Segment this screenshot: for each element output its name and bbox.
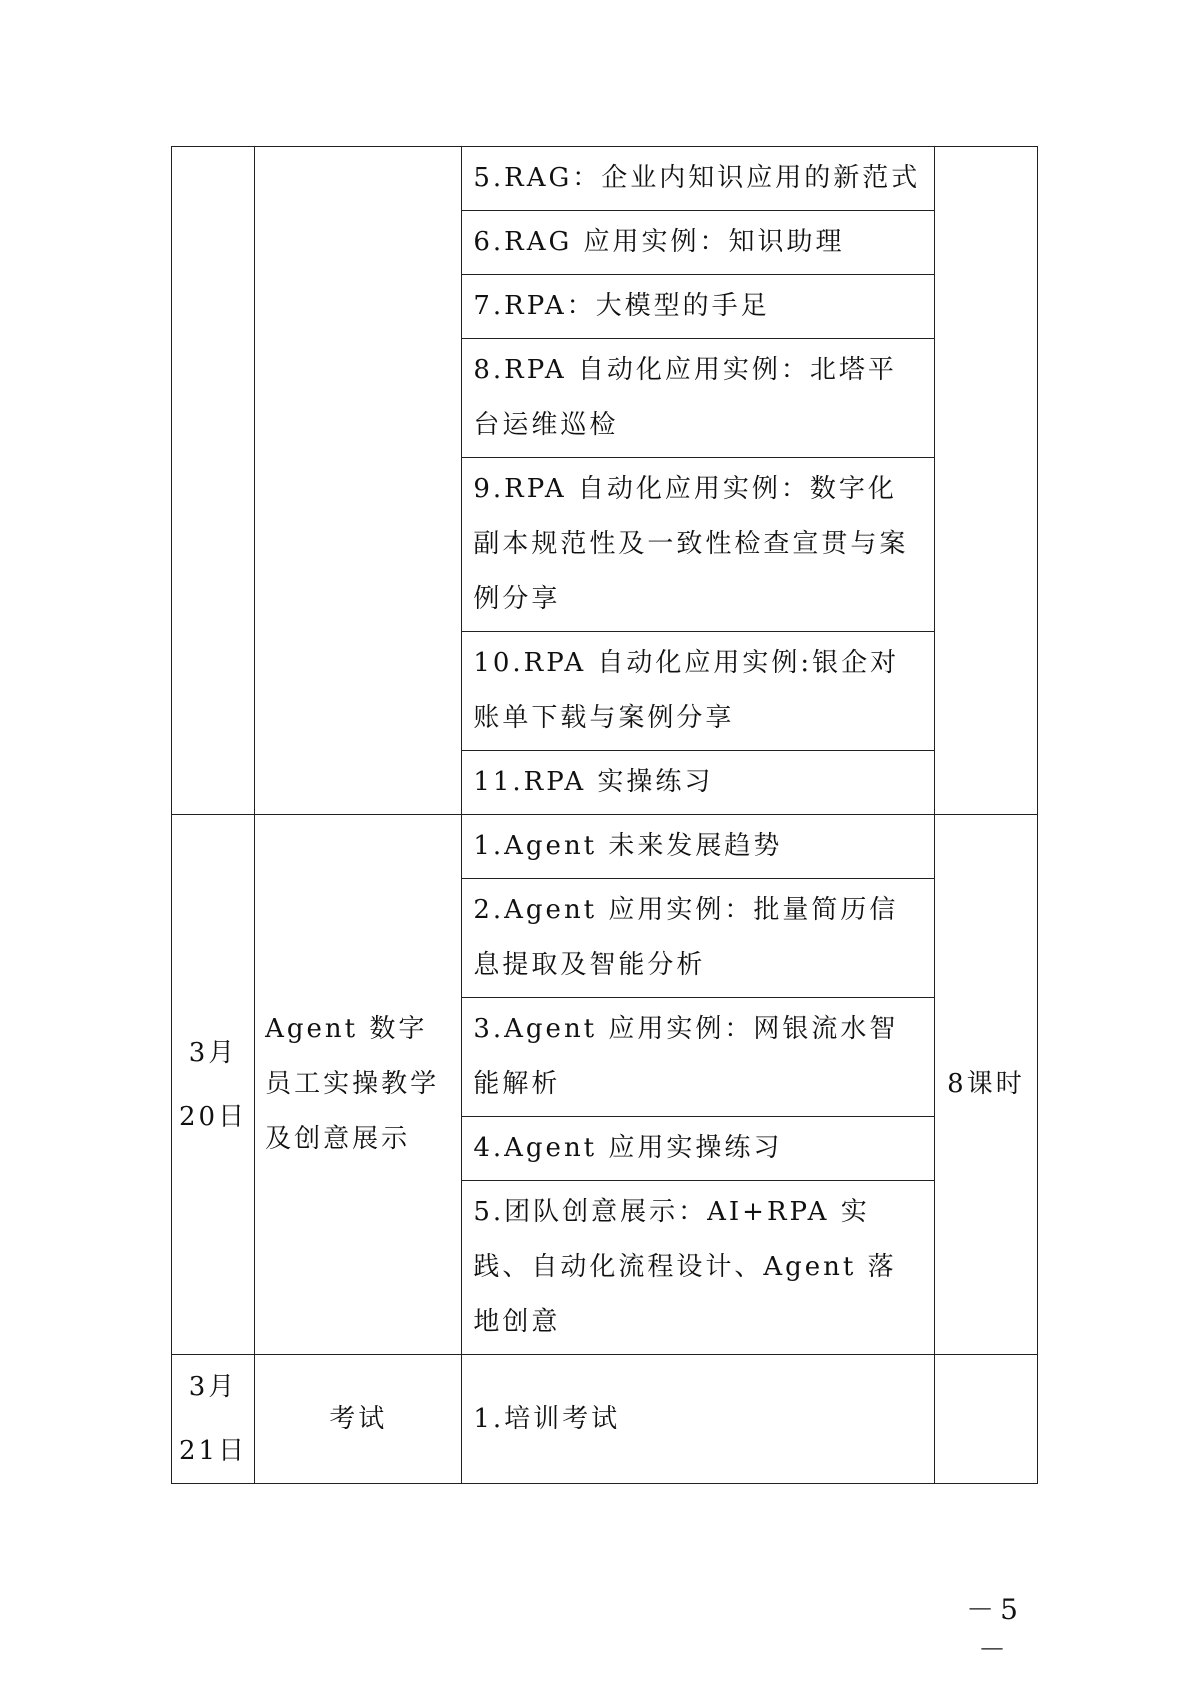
date-cell bbox=[172, 147, 255, 815]
content-cell: 4.Agent 应用实操练习 bbox=[462, 1117, 935, 1181]
content-cell: 11.RPA 实操练习 bbox=[462, 751, 935, 815]
table-row bbox=[172, 815, 1038, 879]
hours-cell bbox=[934, 1355, 1037, 1484]
content-cell: 1.培训考试 bbox=[462, 1355, 935, 1484]
date-cell: 3月21日 bbox=[172, 1355, 255, 1484]
hours-cell: 8课时 bbox=[934, 815, 1037, 1355]
table-row bbox=[172, 147, 1038, 211]
theme-cell: 考试 bbox=[255, 1355, 462, 1484]
content-cell: 3.Agent 应用实例：网银流水智能解析 bbox=[462, 998, 935, 1117]
content-cell: 2.Agent 应用实例：批量简历信息提取及智能分析 bbox=[462, 879, 935, 998]
date-cell: 3月20日 bbox=[172, 815, 255, 1355]
hours-cell bbox=[934, 147, 1037, 815]
content-cell: 7.RPA：大模型的手足 bbox=[462, 275, 935, 339]
content-cell: 9.RPA 自动化应用实例：数字化副本规范性及一致性检查宣贯与案例分享 bbox=[462, 458, 935, 632]
theme-cell bbox=[255, 147, 462, 815]
page-number: －5－ bbox=[966, 1593, 1024, 1666]
content-cell: 6.RAG 应用实例：知识助理 bbox=[462, 211, 935, 275]
content-cell: 8.RPA 自动化应用实例：北塔平台运维巡检 bbox=[462, 339, 935, 458]
content-cell: 5.团队创意展示：AI+RPA 实践、自动化流程设计、Agent 落地创意 bbox=[462, 1181, 935, 1355]
content-cell: 10.RPA 自动化应用实例:银企对账单下载与案例分享 bbox=[462, 632, 935, 751]
theme-cell: Agent 数字员工实操教学及创意展示 bbox=[255, 815, 462, 1355]
schedule-table bbox=[171, 146, 1038, 1484]
table-row bbox=[172, 1355, 1038, 1484]
content-cell: 1.Agent 未来发展趋势 bbox=[462, 815, 935, 879]
content-cell: 5.RAG：企业内知识应用的新范式 bbox=[462, 147, 935, 211]
